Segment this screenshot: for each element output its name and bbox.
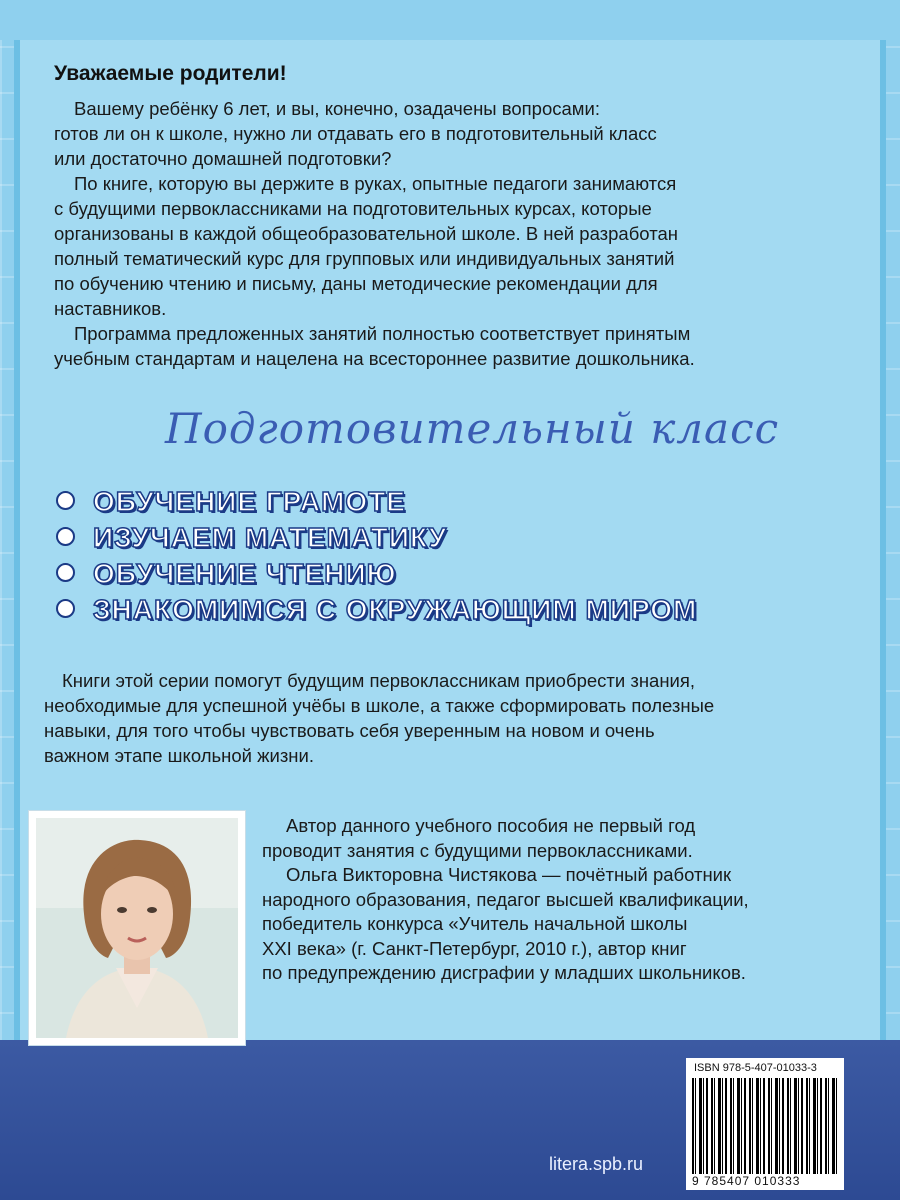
author-line: проводит занятия с будущими первоклассниками. xyxy=(262,839,693,861)
author-line: победитель конкурса «Учитель начальной школы xyxy=(262,913,688,934)
series-book-item xyxy=(56,558,396,590)
isbn-barcode-box xyxy=(686,1058,844,1190)
bullet-dot-icon xyxy=(56,599,75,618)
series-line: навыки, для того чтобы чувствовать себя уверенным на новом и очень xyxy=(44,720,655,741)
author-line: XXI века» (г. Санкт-Петербург, 2010 г.), автор книг xyxy=(262,937,687,959)
greeting-heading: Уважаемые родители! xyxy=(54,62,287,85)
series-description xyxy=(44,668,714,768)
barcode-icon xyxy=(692,1078,838,1174)
author-line: по предупреждению дисграфии у младших школьников. xyxy=(262,962,746,983)
panel-edge-right xyxy=(880,40,886,1050)
intro-line: готов ли он к школе, нужно ли отдавать его в подготовительный класс xyxy=(54,123,657,144)
series-book-item xyxy=(56,486,406,518)
bullet-dot-icon xyxy=(56,563,75,582)
series-line: Книги этой серии помогут будущим первоклассникам приобрести знания, xyxy=(62,670,696,691)
author-photo xyxy=(28,810,246,1046)
series-book-item xyxy=(56,522,447,554)
isbn-text: ISBN 978-5-407-01033-3 xyxy=(694,1062,817,1074)
series-book-label: ИЗУЧАЕМ МАТЕМАТИКУ xyxy=(93,522,448,553)
intro-line: По книге, которую вы держите в руках, опытные педагоги занимаются xyxy=(74,173,677,194)
series-line: важном этапе школьной жизни. xyxy=(44,745,315,766)
series-book-item xyxy=(56,594,697,626)
intro-paragraph xyxy=(54,96,695,371)
intro-line: с будущими первоклассниками на подготовительных курсах, которые xyxy=(54,198,652,219)
barcode-number: 9 785407 010333 xyxy=(692,1174,801,1188)
bullet-dot-icon xyxy=(56,491,75,510)
website-link[interactable]: litera.spb.ru xyxy=(549,1154,644,1174)
series-book-label: ЗНАКОМИМСЯ С ОКРУЖАЮЩИМ МИРОМ xyxy=(93,594,698,625)
intro-line: учебным стандартам и нацелена на всестороннее развитие дошкольника. xyxy=(54,348,695,369)
series-book-label: ОБУЧЕНИЕ ГРАМОТЕ xyxy=(93,486,406,517)
author-line: Автор данного учебного пособия не первый год xyxy=(286,815,696,836)
intro-line: наставников. xyxy=(54,298,167,319)
intro-line: полный тематический курс для групповых или индивидуальных занятий xyxy=(54,248,675,269)
series-title: Подготовительный класс xyxy=(165,404,780,453)
bullet-dot-icon xyxy=(56,527,75,546)
intro-line: по обучению чтению и письму, даны методические рекомендации для xyxy=(54,273,658,294)
author-line: народного образования, педагог высшей квалификации, xyxy=(262,888,749,910)
top-band xyxy=(0,0,900,40)
author-portrait-image xyxy=(36,818,238,1038)
intro-line: Программа предложенных занятий полностью соответствует принятым xyxy=(74,323,691,344)
series-line: необходимые для успешной учёбы в школе, а также сформировать полезные xyxy=(44,695,715,716)
intro-line: Вашему ребёнку 6 лет, и вы, конечно, озадачены вопросами: xyxy=(74,98,600,119)
intro-line: или достаточно домашней подготовки? xyxy=(54,148,392,169)
author-info xyxy=(262,814,749,986)
intro-line: организованы в каждой общеобразовательной школе. В ней разработан xyxy=(54,223,678,244)
author-line: Ольга Викторовна Чистякова — почётный работник xyxy=(286,864,732,885)
series-book-label: ОБУЧЕНИЕ ЧТЕНИЮ xyxy=(93,558,397,589)
